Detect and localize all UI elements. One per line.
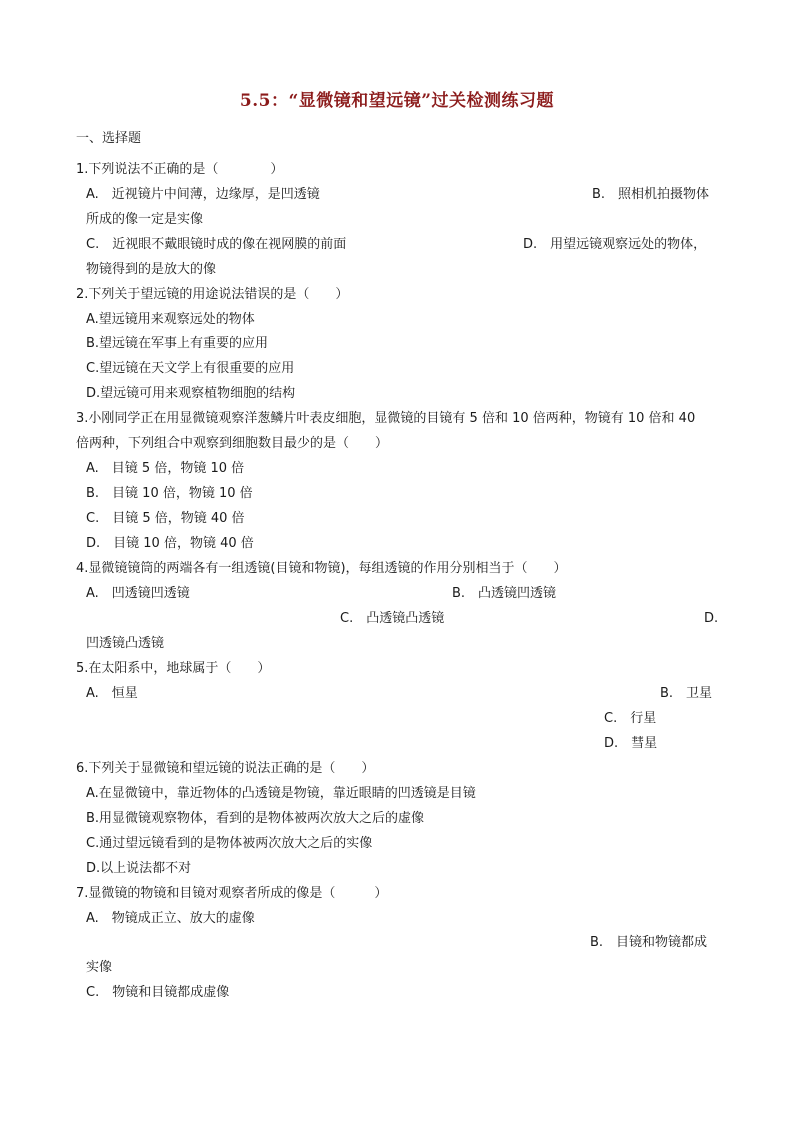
- q6-option-b: B.用显微镜观察物体，看到的是物体被两次放大之后的虚像: [86, 811, 425, 826]
- q4-stem: 4.显微镜镜筒的两端各有一组透镜(目镜和物镜)，每组透镜的作用分别相当于（ ）: [76, 561, 567, 576]
- q4-option-d: D.: [704, 611, 719, 626]
- q1-option-b-continued: 所成的像一定是实像: [86, 212, 204, 227]
- q5-option-d: D. 彗星: [604, 736, 658, 751]
- q1-option-d: D. 用望远镜观察远处的物体，: [523, 237, 707, 252]
- q1-option-d-continued: 物镜得到的是放大的像: [86, 262, 217, 277]
- q1-option-c: C. 近视眼不戴眼镜时成的像在视网膜的前面: [86, 237, 347, 252]
- q3-stem-line-2: 倍两种，下列组合中观察到细胞数目最少的是（ ）: [76, 436, 389, 451]
- q7-option-a: A. 物镜成正立、放大的虚像: [86, 911, 255, 926]
- q2-option-b: B.望远镜在军事上有重要的应用: [86, 336, 269, 351]
- q2-option-d: D.望远镜可用来观察植物细胞的结构: [86, 386, 296, 401]
- q4-option-b: B. 凸透镜凹透镜: [452, 586, 557, 601]
- q5-option-b: B. 卫星: [660, 686, 713, 701]
- q2-stem: 2.下列关于望远镜的用途说法错误的是（ ）: [76, 287, 349, 302]
- q3-stem-line-1: 3.小刚同学正在用显微镜观察洋葱鳞片叶表皮细胞，显微镜的目镜有 5 倍和 10 倍两种，物镜有 10 倍和 40: [76, 411, 696, 426]
- q3-option-b: B. 目镜 10 倍，物镜 10 倍: [86, 486, 253, 501]
- q6-option-a: A.在显微镜中，靠近物体的凸透镜是物镜，靠近眼睛的凹透镜是目镜: [86, 786, 476, 801]
- q6-option-d: D.以上说法都不对: [86, 861, 192, 876]
- q7-option-b-continued: 实像: [86, 960, 113, 975]
- q5-option-c: C. 行星: [604, 711, 657, 726]
- q1-option-a: A. 近视镜片中间薄，边缘厚，是凹透镜: [86, 187, 320, 202]
- q2-option-a: A.望远镜用来观察远处的物体: [86, 312, 255, 327]
- q5-option-a: A. 恒星: [86, 686, 138, 701]
- q3-option-a: A. 目镜 5 倍，物镜 10 倍: [86, 461, 245, 476]
- q2-option-c: C.望远镜在天文学上有很重要的应用: [86, 361, 295, 376]
- section-heading: 一、选择题: [76, 131, 142, 146]
- q7-option-b: B. 目镜和物镜都成: [590, 935, 708, 950]
- q3-option-d: D. 目镜 10 倍，物镜 40 倍: [86, 536, 254, 551]
- q6-stem: 6.下列关于显微镜和望远镜的说法正确的是（ ）: [76, 761, 375, 776]
- q7-option-c: C. 物镜和目镜都成虚像: [86, 985, 230, 1000]
- q3-option-c: C. 目镜 5 倍，物镜 40 倍: [86, 511, 245, 526]
- worksheet-title: 5.5：“显微镜和望远镜”过关检测练习题: [239, 91, 555, 111]
- q1-option-b: B. 照相机拍摄物体: [592, 187, 710, 202]
- q1-stem: 1.下列说法不正确的是（ ）: [76, 162, 284, 177]
- q4-option-a: A. 凹透镜凹透镜: [86, 586, 190, 601]
- q6-option-c: C.通过望远镜看到的是物体被两次放大之后的实像: [86, 836, 373, 851]
- q4-option-c: C. 凸透镜凸透镜: [340, 611, 445, 626]
- q4-option-d-continued: 凹透镜凸透镜: [86, 636, 165, 651]
- q5-stem: 5.在太阳系中，地球属于（ ）: [76, 661, 271, 676]
- q7-stem: 7.显微镜的物镜和目镜对观察者所成的像是（ ）: [76, 886, 388, 901]
